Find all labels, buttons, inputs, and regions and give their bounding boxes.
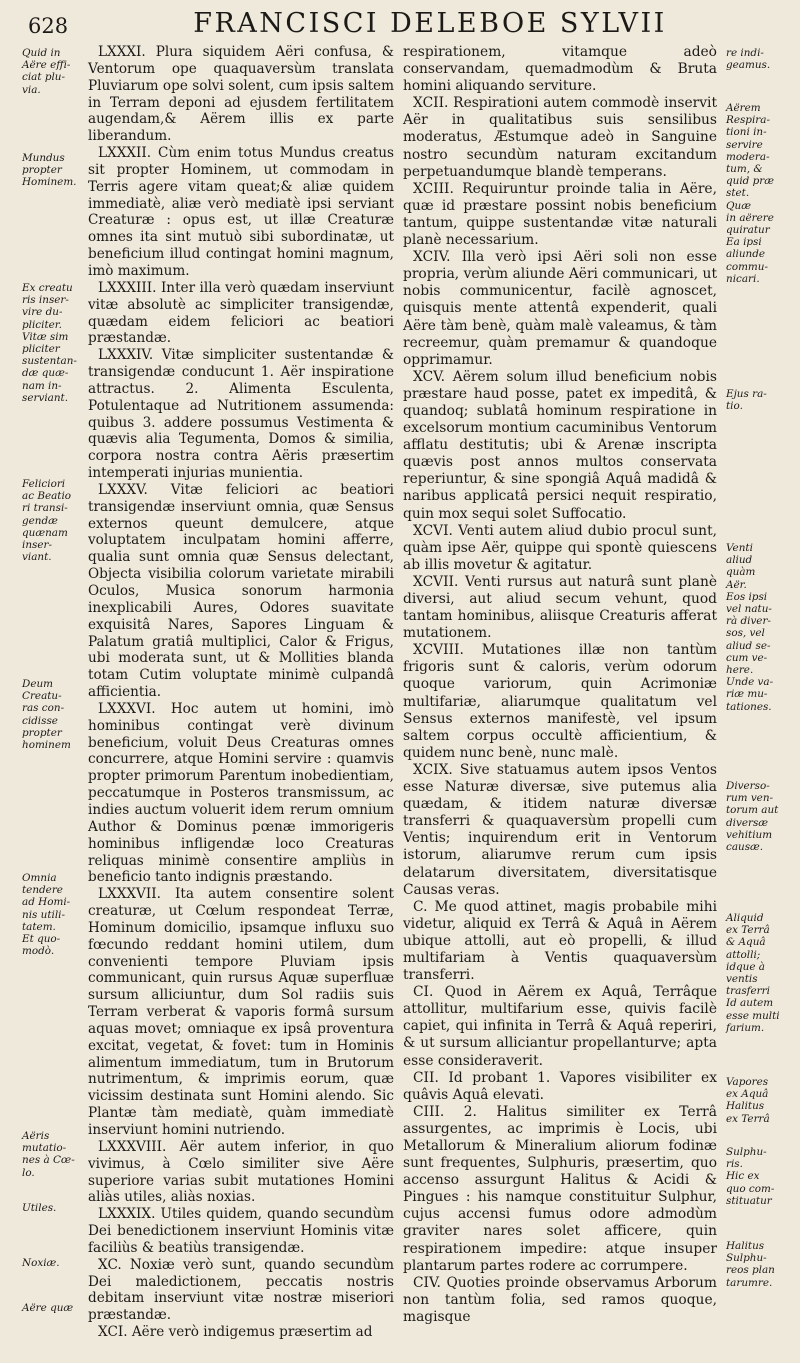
- paragraph: XCIV. Illa verò ipsi Aëri soli non esse propria, verùm aliunde Aëri communicari, ut nobis communicentur, facilè agnoscet, quisquis mente attentâ expenderit, quali Aëre tàm benè, quàm malè valeamus, & tàm recreemur, quàm premamur & quandoque opprimamur.: [403, 249, 717, 368]
- running-title: FRANCISCI DELEBOE SYLVII: [193, 8, 667, 39]
- paragraph: XCII. Respirationi autem commodè inservit Aër in qualitatibus suis sensilibus moderatus, Æstumque adeò in Sanguine nostro secundùm naturam excitandum perpetuandumque blandè temperans.: [403, 95, 717, 180]
- margin-note: Aëre quæ: [22, 1302, 74, 1314]
- margin-note: Halitus Sulphu- reos plan tarumre.: [726, 1240, 775, 1289]
- paragraph: XC. Noxiæ verò sunt, quando secundùm Dei maledictionem, peccatis nostris debitam inserviunt vitæ nostræ miseriori præstandæ.: [88, 1256, 394, 1324]
- page-header: [0, 2, 800, 46]
- paragraph: LXXXVII. Ita autem consentire solent creaturæ, ut Cœlum respondeat Terræ, Hominum domicilio, ipsamque influxu suo fœcundo reddant homini utilem, dum convenienti tempore Pluviam ipsis communicant, quin rursus Aquæ superfluæ sursum alliciuntur, dum Sol radiis suis Terram verberat & vaporis formâ sursum aquas movet; omniaque ex ipsâ proventura excitat, vegetat, & fovet: tum in Hominis alimentum immediatum, tum in Brutorum nutrimentum, & imprimis eorum, quæ vicissim destinata sunt Homini alendo. Sic Plantæ tàm mediatè, quàm immediatè inserviunt homini nutriendo.: [88, 886, 394, 1138]
- margin-note: Omnia tendere ad Homi- nis utili- tatem. Et quo- modò.: [22, 872, 71, 958]
- margin-note: Vapores ex Aquâ Halitus ex Terrâ: [726, 1076, 770, 1125]
- margin-note: Ex creatu ris inser- vire du- pliciter. Vitæ sim pliciter sustentan- dæ quæ- nam in- serviant.: [22, 282, 77, 404]
- paragraph: LXXXI. Plura siquidem Aëri confusa, & Ventorum ope quaquaversùm translata Pluviarum ope solvi solent, cum ipsis saltem in Terram deponi ad ejusdem fertilitatem augendam,& Aërem illis ex parte liberandum.: [88, 44, 394, 145]
- paragraph: CI. Quod in Aërem ex Aquâ, Terrâque attollitur, multifarium esse, quivis facilè capiet, qui infinita in Terrâ & Aquâ reperiri, & ut sursum alliciantur propellanturve; apta esse consideraverit.: [403, 984, 717, 1069]
- margin-note: re indi- geamus.: [726, 47, 771, 72]
- paragraph: LXXXV. Vitæ feliciori ac beatiori transigendæ inserviunt omnia, quæ Sensus externos queunt demulcere, atque voluptatem inculpatam homini afferre, qualia sunt omnia quæ Sensus delectant, Objecta visibilia colorum varietate mirabili Oculos, Musica sonorum harmonia inexplicabili Aures, Odores suavitate exquisitâ Nares, Sapores Linguam & Palatum gratiâ multiplici, Calor & Frigus, ubi moderata sunt, ut & Mollities blanda totam Cutim voluptate minimè culpandâ afficientia.: [88, 481, 394, 701]
- margin-note: Venti aliud quàm Aër. Eos ipsi vel natu- rà diver- sos, vel aliud se- cum ve- here. Unde va- riæ mu- tationes.: [726, 542, 774, 713]
- page-number: 628: [28, 14, 69, 38]
- margin-note: Mundus propter Hominem.: [22, 152, 77, 189]
- margin-note: Sulphu- ris. Hic ex quo com- stituatur: [726, 1146, 775, 1207]
- margin-note: Feliciori ac Beatio ri transi- gendæ quænam inser- viant.: [22, 478, 72, 564]
- paragraph: CII. Id probant 1. Vapores visibiliter ex quâvis Aquâ elevati.: [403, 1069, 717, 1103]
- paragraph: XCVIII. Mutationes illæ non tantùm frigoris sunt & caloris, verùm odorum quoque variorum, quin Acrimoniæ multifariæ, aliarumque qualitatum vel Sensus externos manifestè, vel ipsum saltem corpus occultè afficientium, & quidem nunc benè, nunc malè.: [403, 642, 717, 761]
- right-column: [403, 44, 717, 1326]
- paragraph: LXXXVI. Hoc autem ut homini, imò hominibus contingat verè divinum beneficium, voluit Deus Creaturas omnes concurrere, atque Homini servire : quamvis propter primorum Parentum inobedientiam, peccatumque in Posteros transmissum, ac indies auctum voluerit idem rerum omnium Author & Dominus pœnæ immorigeris hominibus infligendæ loco Creaturas reliquas minimè consentire ampliùs in beneficio tanto indignis præstando.: [88, 700, 394, 886]
- margin-note: Quid in Aëre effi- ciat plu- via.: [22, 47, 71, 96]
- paragraph: LXXXII. Cùm enim totus Mundus creatus sit propter Hominem, ut commodam in Terris agere vitam queat;& aliæ quidem immediatè, aliæ verò mediatè ipsi serviant Creaturæ : opus est, ut illæ Creaturæ omnes ita sint mutuò sibi subordinatæ, ut beneficium illud contingat homini magnum, imò maximum.: [88, 145, 394, 279]
- paragraph: LXXXIV. Vitæ simpliciter sustentandæ & transigendæ conducunt 1. Aër inspiratione attractus. 2. Alimenta Esculenta, Potulentaque ad Nutritionem assumenda: quibus 3. addere possumus Vestimenta & quævis alia Tegumenta, Domos & similia, corpora nostra contra Aëris præsertim intemperati injurias munientia.: [88, 347, 394, 482]
- paragraph: XCVII. Venti rursus aut naturâ sunt planè diversi, aut aliud secum vehunt, quod tantam hominibus, aliisque Creaturis afferat mutationem.: [403, 573, 717, 642]
- margin-note: Utiles.: [22, 1202, 57, 1214]
- margin-note: Diverso- rum ven- torum aut diversæ vehitium causæ.: [726, 780, 779, 854]
- paragraph: XCVI. Venti autem aliud dubio procul sunt, quàm ipse Aër, quippe qui spontè quiescens ab illis movetur & agitatur.: [403, 522, 717, 573]
- paragraph: CIV. Quoties proinde observamus Arborum non tantùm folia, sed ramos quoque, magisque: [403, 1274, 717, 1325]
- margin-note: Aëris mutatio- nes à Cœ- lo.: [22, 1130, 75, 1179]
- paragraph: XCIX. Sive statuamus autem ipsos Ventos esse Naturæ diversæ, sive putemus alia quædam, & itidem naturæ diversæ transferri & quaquaversùm propelli cum Ventis; inquirendum erit in Ventorum istorum, aliarumve rerum cum ipsis delatarum diversitatem, diversitatisque Causas veras.: [403, 761, 717, 898]
- margin-note: Ejus ra- tio.: [726, 388, 767, 413]
- paragraph: XCI. Aëre verò indigemus præsertim ad: [98, 1324, 373, 1341]
- paragraph: LXXXIX. Utiles quidem, quando secundùm Dei benedictionem inserviunt Hominis vitæ faciliùs & beatiùs transigendæ.: [88, 1206, 394, 1256]
- margin-note: Aliquid ex Terrâ & Aquâ attolli; idque à ventis trasferri Id autem esse multi farium.: [726, 912, 780, 1034]
- margin-note: Aërem Respira- tioni in- servire modera- tum, & quid præ stet. Quæ in aërere quiratur Ea ipsi aliunde commu- nicari.: [726, 102, 775, 285]
- paragraph: respirationem, vitamque adeò conservandam, quemadmodùm & Bruta homini aliquando serviture.: [403, 44, 717, 95]
- paragraph: LXXXIII. Inter illa verò quædam inserviunt vitæ absolutè ac simpliciter transigendæ, quædam eidem feliciori ac beatiori præstandæ.: [88, 279, 394, 347]
- margin-note: Deum Creatu- ras con- cidisse propter hominem: [22, 678, 71, 752]
- paragraph: C. Me quod attinet, magis probabile mihi videtur, aliquid ex Terrâ & Aquâ in Aërem ubique attolli, aut eò propelli, & illud multifariam à Ventis quaquaversùm transferri.: [403, 898, 717, 984]
- paragraph: CIII. 2. Halitus similiter ex Terrâ assurgentes, ac imprimis è Locis, ubi Metallorum & Mineralium aliorum fodinæ sunt frequentes, Sulphuris, præsertim, quo accenso assurgunt Halitus & Acidi & Pingues : his namque constituitur Sulphur, cujus accensi fumus odore admodùm graviter nares solet afficere, quin respirationem impedire: atque insuper plantarum partes rodere ac corrumpere.: [403, 1103, 717, 1274]
- paragraph: LXXXVIII. Aër autem inferior, in quo vivimus, à Cœlo similiter sive Aëre superiore varias subit mutationes Homini aliàs utiles, aliàs noxias.: [88, 1138, 394, 1206]
- paragraph: XCV. Aërem solum illud beneficium nobis præstare haud posse, patet ex impeditâ, & quandoq; sublatâ hominum respiratione in excelsorum montium cacuminibus Ventorum afflatu destitutis; ubi & Arenæ inscripta quævis post annos multos conservata reperiuntur, & sine spongiâ Aquâ madidâ & naribus applicatâ persici nequit respiratio, quin mox sequi solet Suffocatio.: [403, 368, 717, 522]
- margin-note: Noxiæ.: [22, 1257, 60, 1269]
- left-column: [88, 44, 394, 1341]
- paragraph: XCIII. Requiruntur proinde talia in Aëre, quæ id præstare possint nobis beneficium tantum, quippe sustentandæ vitæ naturali planè necessarium.: [403, 180, 717, 249]
